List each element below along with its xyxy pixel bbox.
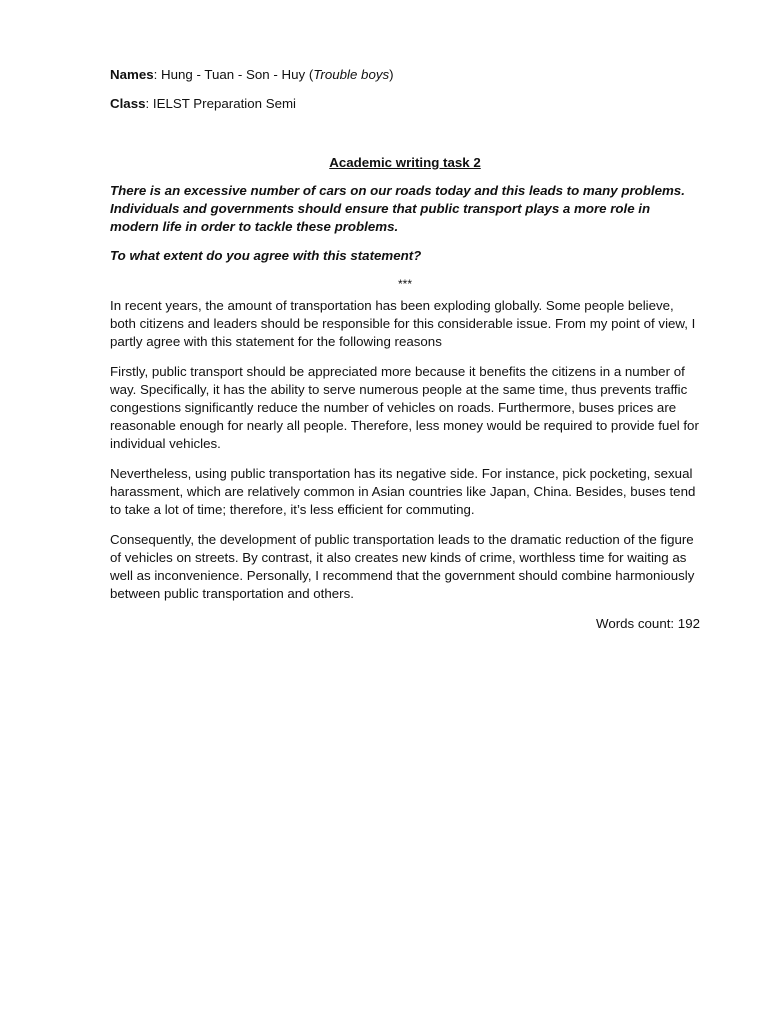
group-name: Trouble boys: [313, 67, 390, 82]
section-divider: ***: [397, 277, 412, 291]
essay-paragraph-firstly: Firstly, public transport should be appreciated more because it benefits the citizens in a number of way. Specifically, it has the ability to serve numerous people at the same time, thus prevents traffic congestions significantly reduce the number of vehicles on roads. Furthermore, buses prices are reasonable enough for nearly all people. Therefore, less money would be required to provide fuel for individual vehicles.: [110, 364, 699, 451]
class-value: IELST Preparation Semi: [152, 96, 297, 111]
names-label: Names: [110, 67, 154, 82]
task-prompt: There is an excessive number of cars on our roads today and this leads to many problems. Individuals and governments should ensure that public transport plays a more role in modern life in order to tackle these problems.: [110, 183, 685, 234]
names-value: Hung - Tuan - Son - Huy: [161, 67, 306, 82]
names-line: Names: Hung - Tuan - Son - Huy (Trouble boys): [110, 67, 394, 82]
class-line: Class: IELST Preparation Semi: [110, 96, 297, 111]
document-page: [110, 66, 700, 633]
essay-paragraph-consequently: Consequently, the development of public transportation leads to the dramatic reduction of the figure of vehicles on streets. By contrast, it also creates new kinds of crime, worthless time for waiting as well as inconvenience. Personally, I recommend that the government should combine harmoniously between public transportation and others.: [110, 532, 695, 601]
essay-paragraph-nevertheless: Nevertheless, using public transportation has its negative side. For instance, pick pocketing, sexual harassment, which are relatively common in Asian countries like Japan, China. Besides, buses tend to take a lot of time; therefore, it’s less efficient for commuting.: [110, 466, 696, 517]
essay-paragraph-intro: In recent years, the amount of transportation has been exploding globally. Some people believe, both citizens and leaders should be responsible for this considerable issue. From my point of view, I partly agree with this statement for the following reasons: [110, 298, 696, 349]
word-count: Words count: 192: [596, 616, 700, 631]
class-label: Class: [110, 96, 146, 111]
task-question: To what extent do you agree with this statement?: [110, 248, 422, 263]
task-title: Academic writing task 2: [329, 155, 481, 170]
